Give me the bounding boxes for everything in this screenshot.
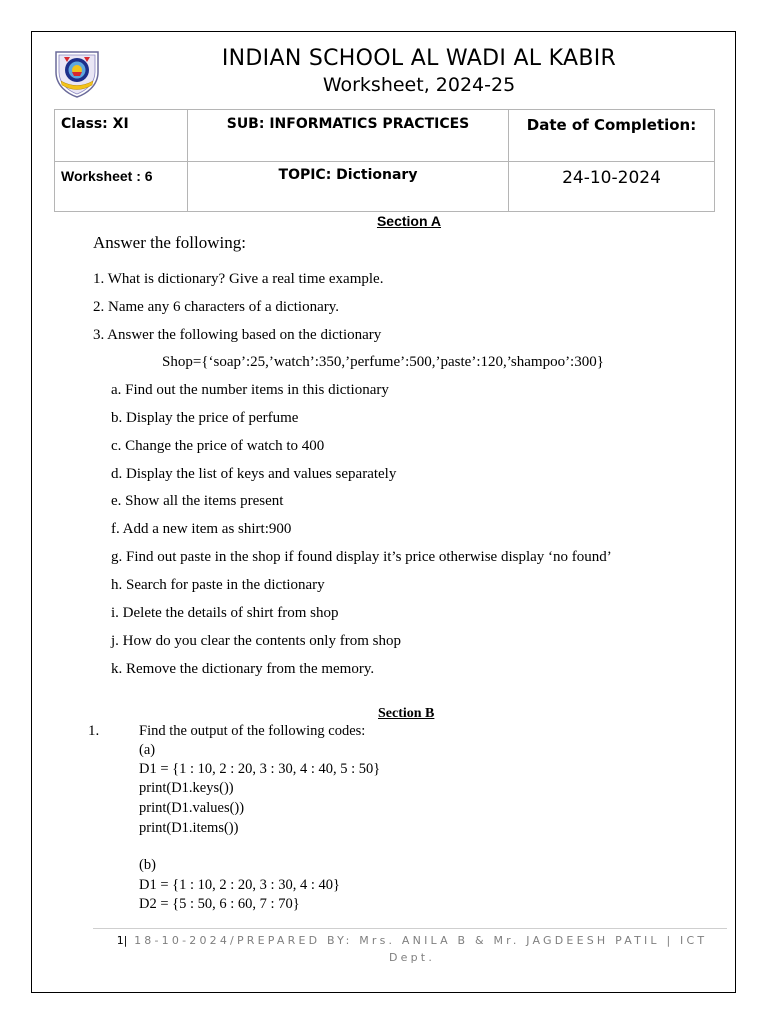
section-b-line: print(D1.keys()) <box>139 780 234 796</box>
sub-question-j: j. How do you clear the contents only from shop <box>111 633 401 649</box>
section-b-line: (b) <box>139 857 156 873</box>
sub-question-a: a. Find out the number items in this dictionary <box>111 382 389 398</box>
sub-question-c: c. Change the price of watch to 400 <box>111 438 325 454</box>
sub-question-k: k. Remove the dictionary from the memory. <box>111 661 375 677</box>
sub-question-b: b. Display the price of perfume <box>111 410 299 426</box>
section-b-title: Section B <box>378 706 435 721</box>
section-b-line: print(D1.items()) <box>139 820 239 836</box>
subject-label: SUB: INFORMATICS PRACTICES <box>226 116 470 132</box>
footer-text: 18-10-2024/PREPARED BY: Mrs. ANILA B & Mr. JAGDEESH PATIL | ICT Dept. <box>134 934 708 964</box>
question-1: 1. What is dictionary? Give a real time example. <box>93 271 384 287</box>
date-label: Date of Completion: <box>526 116 697 134</box>
sub-question-g: g. Find out paste in the shop if found display it’s price otherwise display ‘no found’ <box>111 549 612 565</box>
topic-label: TOPIC: Dictionary <box>278 167 418 183</box>
date-value: 24-10-2024 <box>562 168 661 188</box>
question-3: 3. Answer the following based on the dictionary <box>93 327 382 343</box>
shop-dictionary: Shop={‘soap’:25,’watch’:350,’perfume’:500,’paste’:120,’shampoo’:300} <box>162 354 604 370</box>
topic-cell <box>188 162 509 212</box>
section-b-line: D2 = {5 : 50, 6 : 60, 7 : 70} <box>139 896 300 912</box>
section-b-line: D1 = {1 : 10, 2 : 20, 3 : 30, 4 : 40, 5 : 50} <box>139 761 381 777</box>
sub-question-d: d. Display the list of keys and values separately <box>111 466 397 482</box>
section-b-line: (a) <box>139 742 156 758</box>
answer-heading: Answer the following: <box>93 233 246 252</box>
section-b-line: print(D1.values()) <box>139 800 245 816</box>
class-label: Class: XI <box>61 116 129 132</box>
page-number: 1| <box>116 934 128 947</box>
date-value-cell <box>509 162 715 212</box>
subject-cell <box>188 110 509 162</box>
worksheet-label: Worksheet : 6 <box>61 168 153 184</box>
class-cell <box>55 110 188 162</box>
section-b-number: 1. <box>88 723 100 739</box>
section-b-line: D1 = {1 : 10, 2 : 20, 3 : 30, 4 : 40} <box>139 877 340 893</box>
section-a-title: Section A <box>376 213 442 229</box>
date-cell <box>509 110 715 162</box>
info-table <box>54 109 715 212</box>
worksheet-cell <box>55 162 188 212</box>
sub-question-h: h. Search for paste in the dictionary <box>111 577 325 593</box>
sub-question-i: i. Delete the details of shirt from shop <box>111 605 339 621</box>
sub-question-f: f. Add a new item as shirt:900 <box>111 521 292 537</box>
worksheet-year: Worksheet, 2024-25 <box>322 74 516 96</box>
footer-divider <box>93 928 727 929</box>
section-b-line: Find the output of the following codes: <box>139 723 366 739</box>
school-name: INDIAN SCHOOL AL WADI AL KABIR <box>221 46 617 71</box>
question-2: 2. Name any 6 characters of a dictionary. <box>93 299 339 315</box>
page-footer <box>96 932 728 966</box>
sub-question-e: e. Show all the items present <box>111 493 284 509</box>
